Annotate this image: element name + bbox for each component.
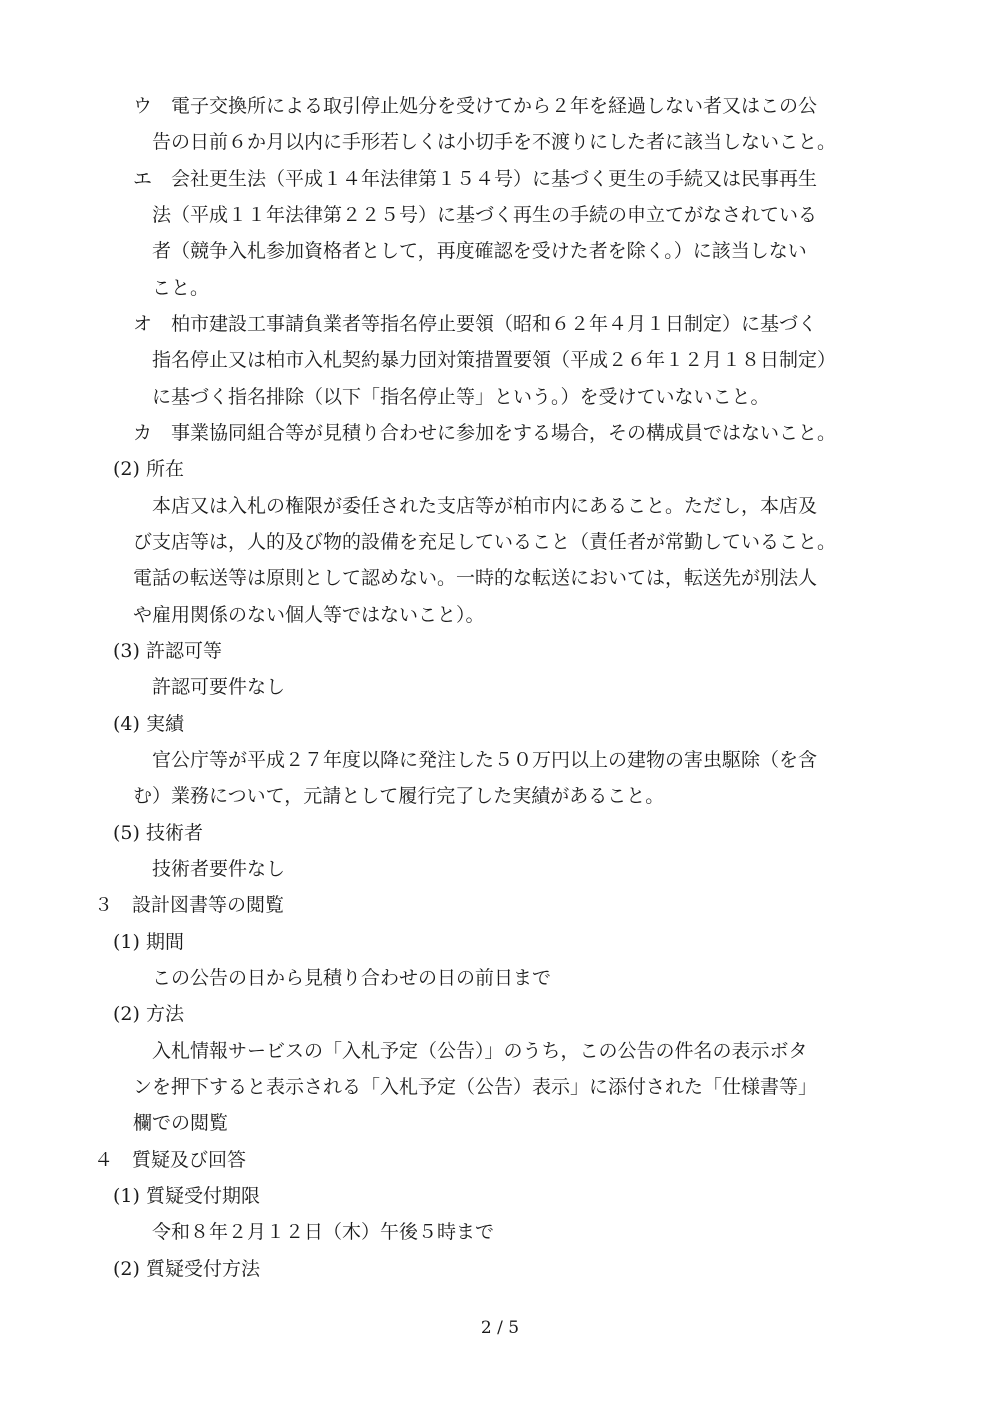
text-line: こと。 — [152, 277, 210, 299]
text-line: オ 柏市建設工事請負業者等指名停止要領（昭和６２年４月１日制定）に基づく — [133, 313, 818, 335]
text-line: 法（平成１１年法律第２２５号）に基づく再生の手続の申立てがなされている — [152, 204, 818, 226]
text-line: 欄での閲覧 — [133, 1112, 229, 1134]
text-line: 許認可要件なし — [152, 676, 286, 698]
text-line: ンを押下すると表示される「入札予定（公告）表示」に添付された「仕様書等」 — [133, 1076, 818, 1098]
text-line: ウ 電子交換所による取引停止処分を受けてから２年を経過しない者又はこの公 — [133, 95, 818, 117]
text-line: この公告の日から見積り合わせの日の前日まで — [152, 967, 552, 989]
section-heading: (5) 技術者 — [113, 822, 203, 844]
text-line: 指名停止又は柏市入札契約暴力団対策措置要領（平成２６年１２月１８日制定） — [152, 349, 837, 371]
section-heading: ３ 設計図書等の閲覧 — [94, 894, 285, 916]
text-line: 入札情報サービスの「入札予定（公告）」のうち，この公告の件名の表示ボタ — [152, 1040, 808, 1062]
text-line: 告の日前６か月以内に手形若しくは小切手を不渡りにした者に該当しないこと。 — [152, 131, 837, 153]
text-line: や雇用関係のない個人等ではないこと）。 — [133, 604, 485, 626]
text-line: む）業務について，元請として履行完了した実績があること。 — [133, 785, 665, 807]
text-line: 者（競争入札参加資格者として，再度確認を受けた者を除く。）に該当しない — [152, 240, 807, 262]
page-number: 2 / 5 — [480, 1318, 520, 1338]
section-heading: ４ 質疑及び回答 — [94, 1149, 247, 1171]
text-line: エ 会社更生法（平成１４年法律第１５４号）に基づく更生の手続又は民事再生 — [133, 168, 818, 190]
section-heading: (2) 所在 — [113, 458, 184, 480]
section-heading: (2) 質疑受付方法 — [113, 1258, 260, 1280]
text-line: に基づく指名排除（以下「指名停止等」という。）を受けていないこと。 — [152, 386, 770, 408]
section-heading: (2) 方法 — [113, 1003, 184, 1025]
text-line: カ 事業協同組合等が見積り合わせに参加をする場合，その構成員ではないこと。 — [133, 422, 837, 444]
section-heading: (4) 実績 — [113, 713, 184, 735]
section-heading: (3) 許認可等 — [113, 640, 222, 662]
section-heading: (1) 期間 — [113, 931, 184, 953]
text-line: び支店等は，人的及び物的設備を充足していること（責任者が常勤していること。 — [133, 531, 837, 553]
text-line: 本店又は入札の権限が委任された支店等が柏市内にあること。ただし，本店及 — [152, 495, 818, 517]
text-line: 技術者要件なし — [152, 858, 286, 880]
text-line: 官公庁等が平成２７年度以降に発注した５０万円以上の建物の害虫駆除（を含 — [152, 749, 818, 771]
text-line: 令和８年２月１２日（木）午後５時まで — [152, 1221, 495, 1243]
text-line: 電話の転送等は原則として認めない。一時的な転送においては，転送先が別法人 — [133, 567, 818, 589]
section-heading: (1) 質疑受付期限 — [113, 1185, 260, 1207]
